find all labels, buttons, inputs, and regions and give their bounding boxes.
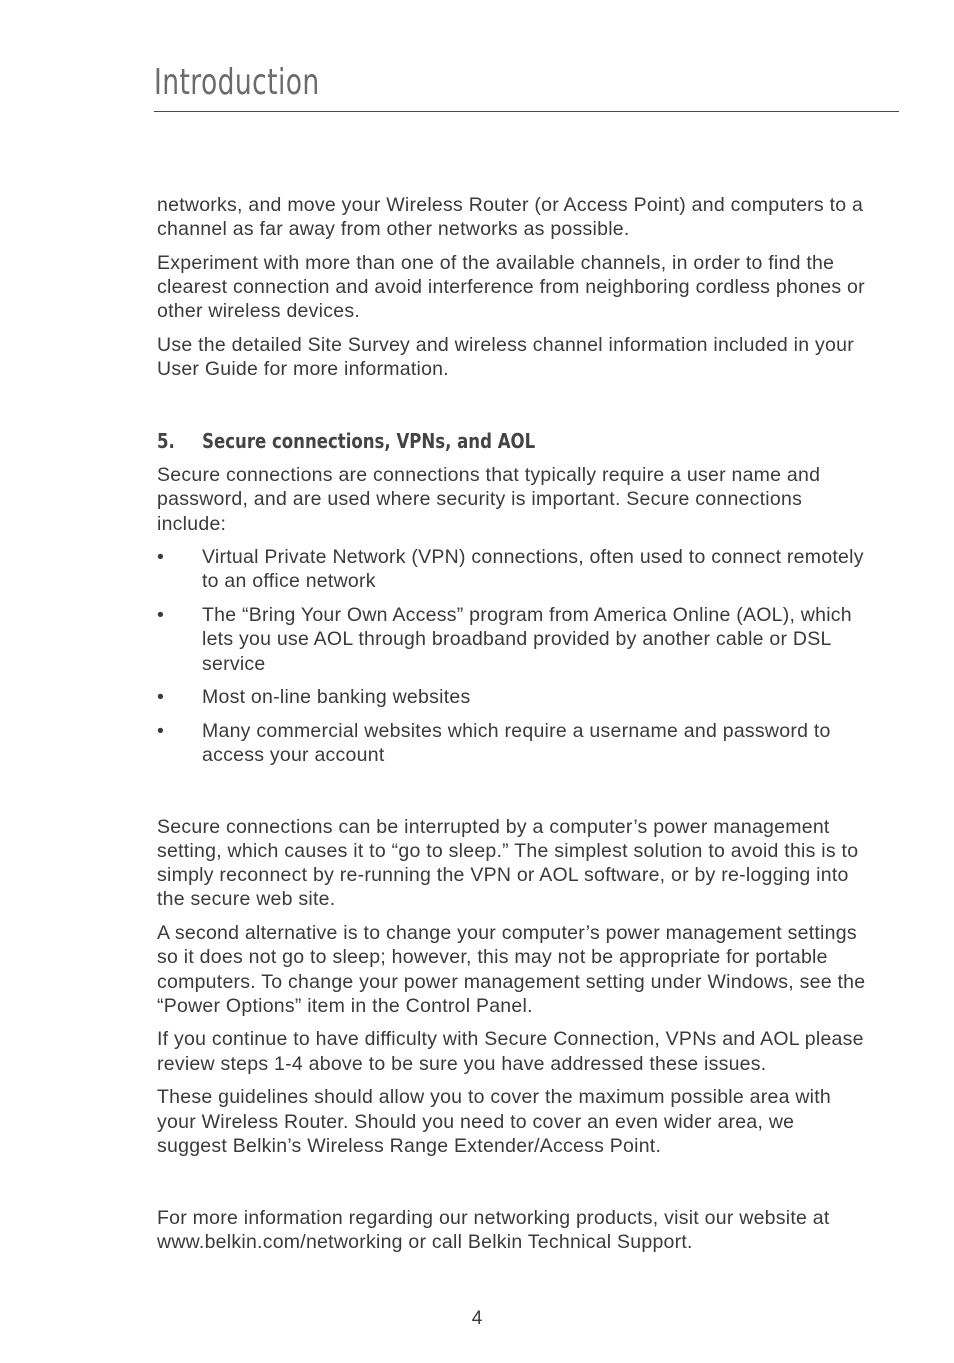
section-title: Secure connections, VPNs, and AOL bbox=[202, 428, 536, 453]
body-paragraph: Use the detailed Site Survey and wireless channel information included in your User Guide for more information. bbox=[157, 334, 854, 381]
page-number: 4 bbox=[471, 1308, 483, 1329]
page-body bbox=[157, 193, 867, 1263]
section-number: 5. bbox=[157, 428, 175, 453]
section-heading bbox=[157, 429, 810, 453]
body-paragraph: networks, and move your Wireless Router (or Access Point) and computers to a channel as far away from other networks as possible. bbox=[157, 194, 864, 241]
list-item-text: Many commercial websites which require a username and password to access your account bbox=[202, 719, 831, 767]
body-paragraph: If you continue to have difficulty with Secure Connection, VPNs and AOL please review steps 1-4 above to be sure you have addressed these issues. bbox=[157, 1028, 864, 1075]
list-item bbox=[157, 719, 867, 767]
bullet-icon: • bbox=[157, 686, 165, 709]
page-title: Introduction bbox=[154, 62, 320, 103]
body-paragraph: A second alternative is to change your computer’s power management settings so it does not go to sleep; however, this may not be appropriate for portable computers. To change your power management setting under Windows, see the “Power Options” item in the Control Panel. bbox=[157, 922, 866, 1017]
list-item bbox=[157, 603, 867, 676]
closing-paragraph: For more information regarding our networking products, visit our website at www.belkin.com/networking or call Belkin Technical Support. bbox=[157, 1206, 830, 1253]
body-paragraph: Secure connections can be interrupted by a computer’s power management setting, which causes it to “go to sleep.” The simplest solution to avoid this is to simply reconnect by re-running the VPN or AOL software, or by re-logging into the secure web site. bbox=[157, 815, 859, 911]
bullet-icon: • bbox=[157, 604, 165, 627]
header-divider bbox=[154, 111, 899, 112]
bullet-icon: • bbox=[157, 719, 165, 742]
bullet-list bbox=[157, 545, 867, 767]
section-lead-paragraph: Secure connections are connections that typically require a user name and password, and are used where security is important. Secure connections include: bbox=[157, 464, 821, 535]
list-item-text: Virtual Private Network (VPN) connections, often used to connect remotely to an office network bbox=[202, 546, 864, 593]
bullet-icon: • bbox=[157, 546, 165, 569]
body-paragraph: Experiment with more than one of the available channels, in order to find the clearest connection and avoid interference from neighboring cordless phones or other wireless devices. bbox=[157, 251, 865, 323]
list-item bbox=[157, 685, 867, 709]
list-item-text: Most on-line banking websites bbox=[202, 686, 471, 709]
list-item bbox=[157, 545, 867, 593]
body-paragraph: These guidelines should allow you to cover the maximum possible area with your Wireless Router. Should you need to cover an even wider area, we suggest Belkin’s Wireless Range Extender/Access Point. bbox=[157, 1086, 832, 1157]
list-item-text: The “Bring Your Own Access” program from America Online (AOL), which lets you use AOL through broadband provided by another cable or DSL service bbox=[202, 604, 852, 675]
